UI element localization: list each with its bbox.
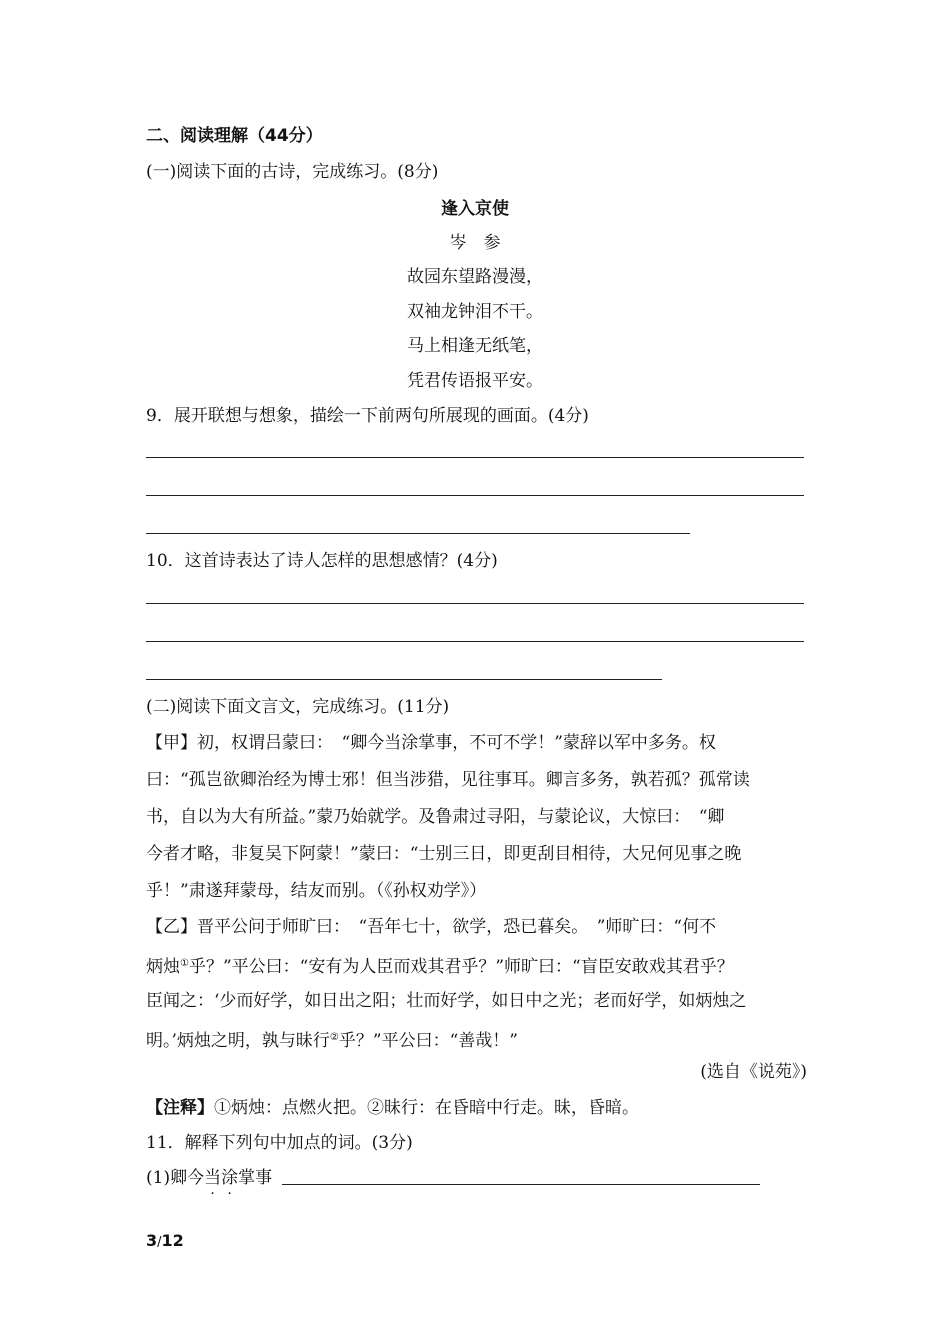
passage-yi-line: 臣闻之：‘少而好学，如日出之阳；壮而好学，如日中之光；老而好学，如炳烛之	[146, 991, 747, 1011]
passage-text: 乎？”平公曰：“善哉！”	[338, 1031, 518, 1051]
answer-line[interactable]	[282, 1184, 760, 1185]
dotted-char: 当	[204, 1168, 222, 1188]
notes-label: 【注释】	[146, 1098, 214, 1118]
passage-jia-line: 【甲】初，权谓吕蒙曰： “卿今当涂掌事，不可不学！”蒙辞以军中多务。权	[146, 733, 716, 753]
poem-line: 故园东望路漫漫，	[407, 267, 543, 287]
passage-text: 炳烛	[146, 957, 180, 977]
poem-title: 逢入京使	[441, 199, 509, 219]
answer-line[interactable]	[146, 641, 804, 642]
question-10: 10．这首诗表达了诗人怎样的思想感情？(4分)	[146, 551, 498, 571]
passage-yi-line	[146, 1026, 518, 1053]
passage-jia-line: 乎！”肃遂拜蒙母，结友而别。（《孙权劝学》）	[146, 881, 487, 901]
question-9: 9．展开联想与想象，描绘一下前两句所展现的画面。(4分)	[146, 406, 589, 426]
page-separator: /	[157, 1235, 162, 1250]
poem-line: 凭君传语报平安。	[407, 371, 543, 391]
passage-yi-line: 【乙】晋平公问于师旷曰： “吾年七十，欲学，恐已暮矣。 ”师旷曰：“何不	[146, 917, 717, 937]
notes	[146, 1096, 639, 1120]
answer-line[interactable]	[146, 603, 804, 604]
answer-line[interactable]	[146, 495, 804, 496]
question-11-item-1	[146, 1166, 272, 1190]
poem-line: 双袖龙钟泪不干。	[407, 302, 543, 322]
page-number	[146, 1229, 184, 1255]
passage-yi-line	[146, 952, 734, 979]
passage-text: 明。’炳烛之明，孰与昧行	[146, 1031, 330, 1051]
item-text: 掌事	[238, 1168, 273, 1188]
notes-text: ①炳烛：点燃火把。②昧行：在昏暗中行走。昧，昏暗。	[214, 1098, 639, 1118]
part2-instruction: (二)阅读下面文言文，完成练习。(11分)	[146, 697, 450, 717]
poem-author: 岑 参	[449, 233, 501, 253]
passage-text: 乎？”平公曰：“安有为人臣而戏其君乎？”师旷曰：“盲臣安敢戏其君乎？	[188, 957, 734, 977]
item-text: (1)卿今	[146, 1168, 205, 1188]
page-current: 3	[146, 1231, 158, 1250]
question-11: 11．解释下列句中加点的词。(3分)	[146, 1133, 413, 1153]
section-title: 二、阅读理解（44分）	[146, 126, 323, 146]
answer-line[interactable]	[146, 533, 690, 534]
passage-jia-line: 书，自以为大有所益。”蒙乃始就学。及鲁肃过寻阳，与蒙论议，大惊曰： “卿	[146, 807, 725, 827]
answer-line[interactable]	[146, 679, 662, 680]
answer-line[interactable]	[146, 457, 804, 458]
dotted-char: 涂	[221, 1168, 239, 1188]
passage-source: (选自《说苑》)	[700, 1062, 807, 1082]
part1-instruction: (一)阅读下面的古诗，完成练习。(8分)	[146, 162, 439, 182]
note-mark: ②	[329, 1032, 339, 1043]
note-mark: ①	[180, 958, 189, 969]
passage-jia-line: 今者才略，非复吴下阿蒙！”蒙曰：“士别三日，即更刮目相待，大兄何见事之晚	[146, 844, 742, 864]
passage-jia-line: 曰：“孤岂欲卿治经为博士邪！但当涉猎，见往事耳。卿言多务，孰若孤？孤常读	[146, 770, 750, 790]
page-total: 12	[161, 1231, 184, 1250]
poem-line: 马上相逢无纸笔，	[407, 336, 543, 356]
